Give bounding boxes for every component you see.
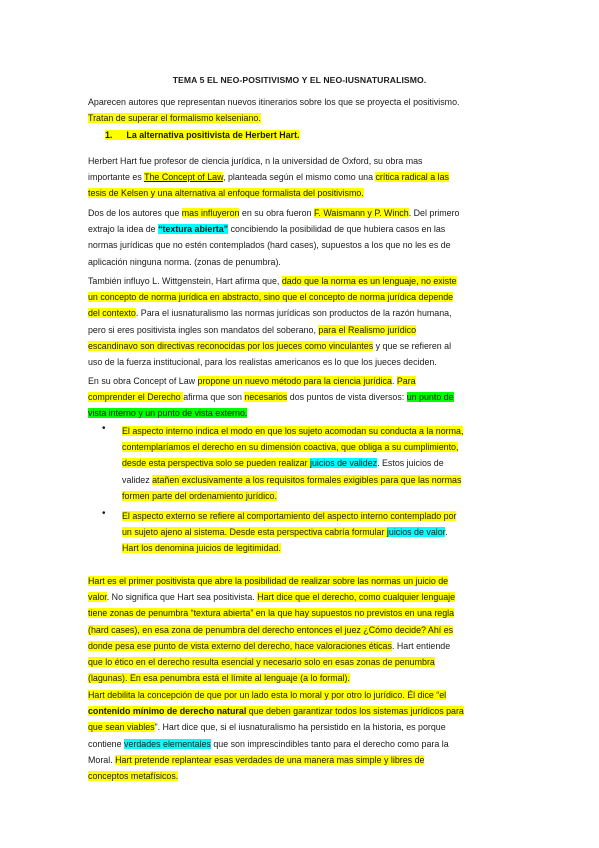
page-title: TEMA 5 EL NEO-POSITIVISMO Y EL NEO-IUSNATURALISMO. [172,75,427,85]
text-run: dos puntos de vista diversos: [287,392,407,403]
highlight-run: En esa penumbra está el límite al lenguaje (a lo formal). [129,673,350,684]
intro-line-1: Aparecen autores que representan nuevos itinerarios sobre los que se proyecta el positivismo. [88,97,460,107]
highlight-run: escandinavo son directivas reconocidas por los jueces como vinculantes [88,340,374,351]
paragraph-influences [88,205,513,270]
highlight-run: juicios de valor [386,527,446,538]
highlight-run: un sujeto ajeno al sistema [122,527,225,538]
text-line: uso de la fuerza institucional, para los realistas americanos es lo que los jueces deciden. [88,357,437,368]
text-run: y que se refieren al [373,340,452,351]
text-run: validez [122,474,153,485]
highlight-run: contemplaríamos el derecho en su [122,442,261,453]
section-heading [105,130,300,140]
bullet-icon: • [102,508,106,519]
paragraph-hart-intro [88,153,513,202]
text-run: . No significa que Hart sea positivista. [106,592,258,603]
text-run: . [391,376,397,386]
highlight-run: F. Waismann y P. Winch [313,208,409,218]
highlight-run: formen parte del ordenamiento jurídico. [122,490,277,501]
book-title: The Concept of Law [144,172,224,183]
highlight-run: necesarios [244,392,288,403]
text-run: . Hart entiende [391,640,451,651]
highlight-run: donde pesa ese punto de vista externo del derecho, hace valoraciones éticas [88,640,392,651]
highlight-run: Hart los denomina juicios de legitimidad. [122,543,281,554]
paragraph-value-judgement [88,573,513,686]
text-run: que son imprescindibles tanto para el derecho como para la [210,738,449,749]
text-line: aplicación ninguna norma. (zonas de penumbra). [88,256,281,267]
highlight-run: Hart es el primer positivista que abre la posibilidad de realizar sobre las normas un juicio de [88,576,449,586]
text-run: . [445,527,448,538]
highlight-run: contenido mínimo de derecho natural [88,706,247,717]
highlight-run: del contexto [88,308,136,319]
text-run: . Estos juicios de [377,458,444,469]
highlight-run: , que obliga a su cumplimiento, [336,442,459,453]
bullet-external-aspect [122,508,513,557]
highlight-run: El aspecto externo se refiere al comportamiento del aspecto interno contemplado por [122,511,457,521]
text-run: En su obra Concept of Law [88,376,198,386]
text-run: en su obra fueron [239,208,314,218]
bullet-icon: • [102,423,106,434]
paragraph-wittgenstein [88,273,513,370]
text-run: afirma [183,392,208,403]
intro-line-2: Tratan de superar el formalismo kelseniano. [88,113,261,124]
highlight-run: conceptos metafísicos. [88,771,179,782]
highlight-run: atañen exclusivamente a los requisitos formales exigibles para que las normas [152,474,462,485]
text-run: concibiendo la posibilidad de que hubiera casos en las [228,224,446,235]
section-number: 1. [105,130,113,140]
highlight-run: que sean viables [88,722,155,733]
text-line: Herbert Hart fue profesor de ciencia jurídica, n la universidad de Oxford, su obra mas [88,156,423,166]
highlight-run: dimensión coactiva [260,442,337,453]
text-run: . Para el iusnaturalismo las normas jurídicas son productos de la razón humana, [135,308,452,319]
highlight-run: . Desde esta perspectiva cabría formular [224,527,387,538]
highlight-run: crítica radical a las [375,172,449,183]
text-run: extrajo la idea de [88,224,159,235]
highlight-run: Hart debilita la concepción de que por un lado esta lo moral y por otro lo jurídico. Él dice “el [88,690,447,700]
highlight-run: mas influyeron [181,208,240,218]
highlight-run: Para [396,376,416,386]
text-run: Dos de los autores que [88,208,182,218]
paragraph-natural-law [88,687,513,784]
text-run: que son [207,392,245,403]
text-line: normas jurídicas que no estén contemplados (hard cases), supuestos a los que no les es de [88,240,451,251]
text-run: , planteada según el mismo como una [223,172,376,183]
highlight-run: un punto de [406,392,454,403]
highlight-run: dado que la norma es un lenguaje, no existe [281,276,457,286]
paragraph-method [88,373,513,422]
highlight-run: Hart dice que el derecho, como cualquier lenguaje [257,592,456,603]
highlight-run: valor [88,592,107,603]
highlight-run: juicios de validez [309,458,378,469]
highlight-run: propone un nuevo método para la ciencia jurídica [197,376,392,386]
highlight-run: tiene zonas de penumbra “textura abierta” en la que hay supuestos no previstos en una regla [88,608,455,619]
highlight-run: (hard cases), en esa zona de penumbra del derecho entonces el juez ¿Cómo decide? Ahí es [88,624,454,635]
bullet-internal-aspect [122,423,513,504]
highlight-run: vista interno y un punto de vista externo. [88,408,248,419]
text-run: contiene [88,738,125,749]
highlight-run: tesis de Kelsen y una alternativa al enfoque formalista del positivismo. [88,188,364,199]
text-run: pero si eres positivista ingles son mandatos del soberano, [88,324,319,335]
highlight-run: verdades elementales [124,738,211,749]
section-label: La alternativa positivista de Herbert Hart. [126,130,300,140]
highlight-run: Hart pretende replantear esas verdades de una manera mas simple y libres de [115,754,425,765]
highlight-run: “textura abierta” [158,224,229,235]
text-run: . Del primero [408,208,460,218]
highlight-run: que lo ético en el derecho resulta esencial y necesario solo en esas zonas de penumbra [88,657,435,668]
highlight-run: que deben garantizar todos los sistemas jurídicos para [246,706,464,717]
text-run: Moral. [88,754,116,765]
intro-paragraph [88,94,513,126]
highlight-run: un concepto de norma jurídica en abstracto, sino que el concepto de norma jurídica depende [88,292,454,303]
text-run: También influyo L. Wittgenstein, Hart afirma que, [88,276,282,286]
highlight-run: (lagunas). [88,673,130,684]
highlight-run: desde esta perspectiva solo se pueden realizar [122,458,310,469]
highlight-run: para el Realismo jurídico [318,324,417,335]
highlight-run: comprender el Derecho [88,392,184,403]
text-run: ”. Hart dice que, si el iusnaturalismo ha persistido en la historia, es porque [154,722,446,733]
highlight-run: El aspecto interno indica el modo en que los sujeto acomodan su conducta a la norma, [122,426,464,436]
text-run: importante es [88,172,145,183]
